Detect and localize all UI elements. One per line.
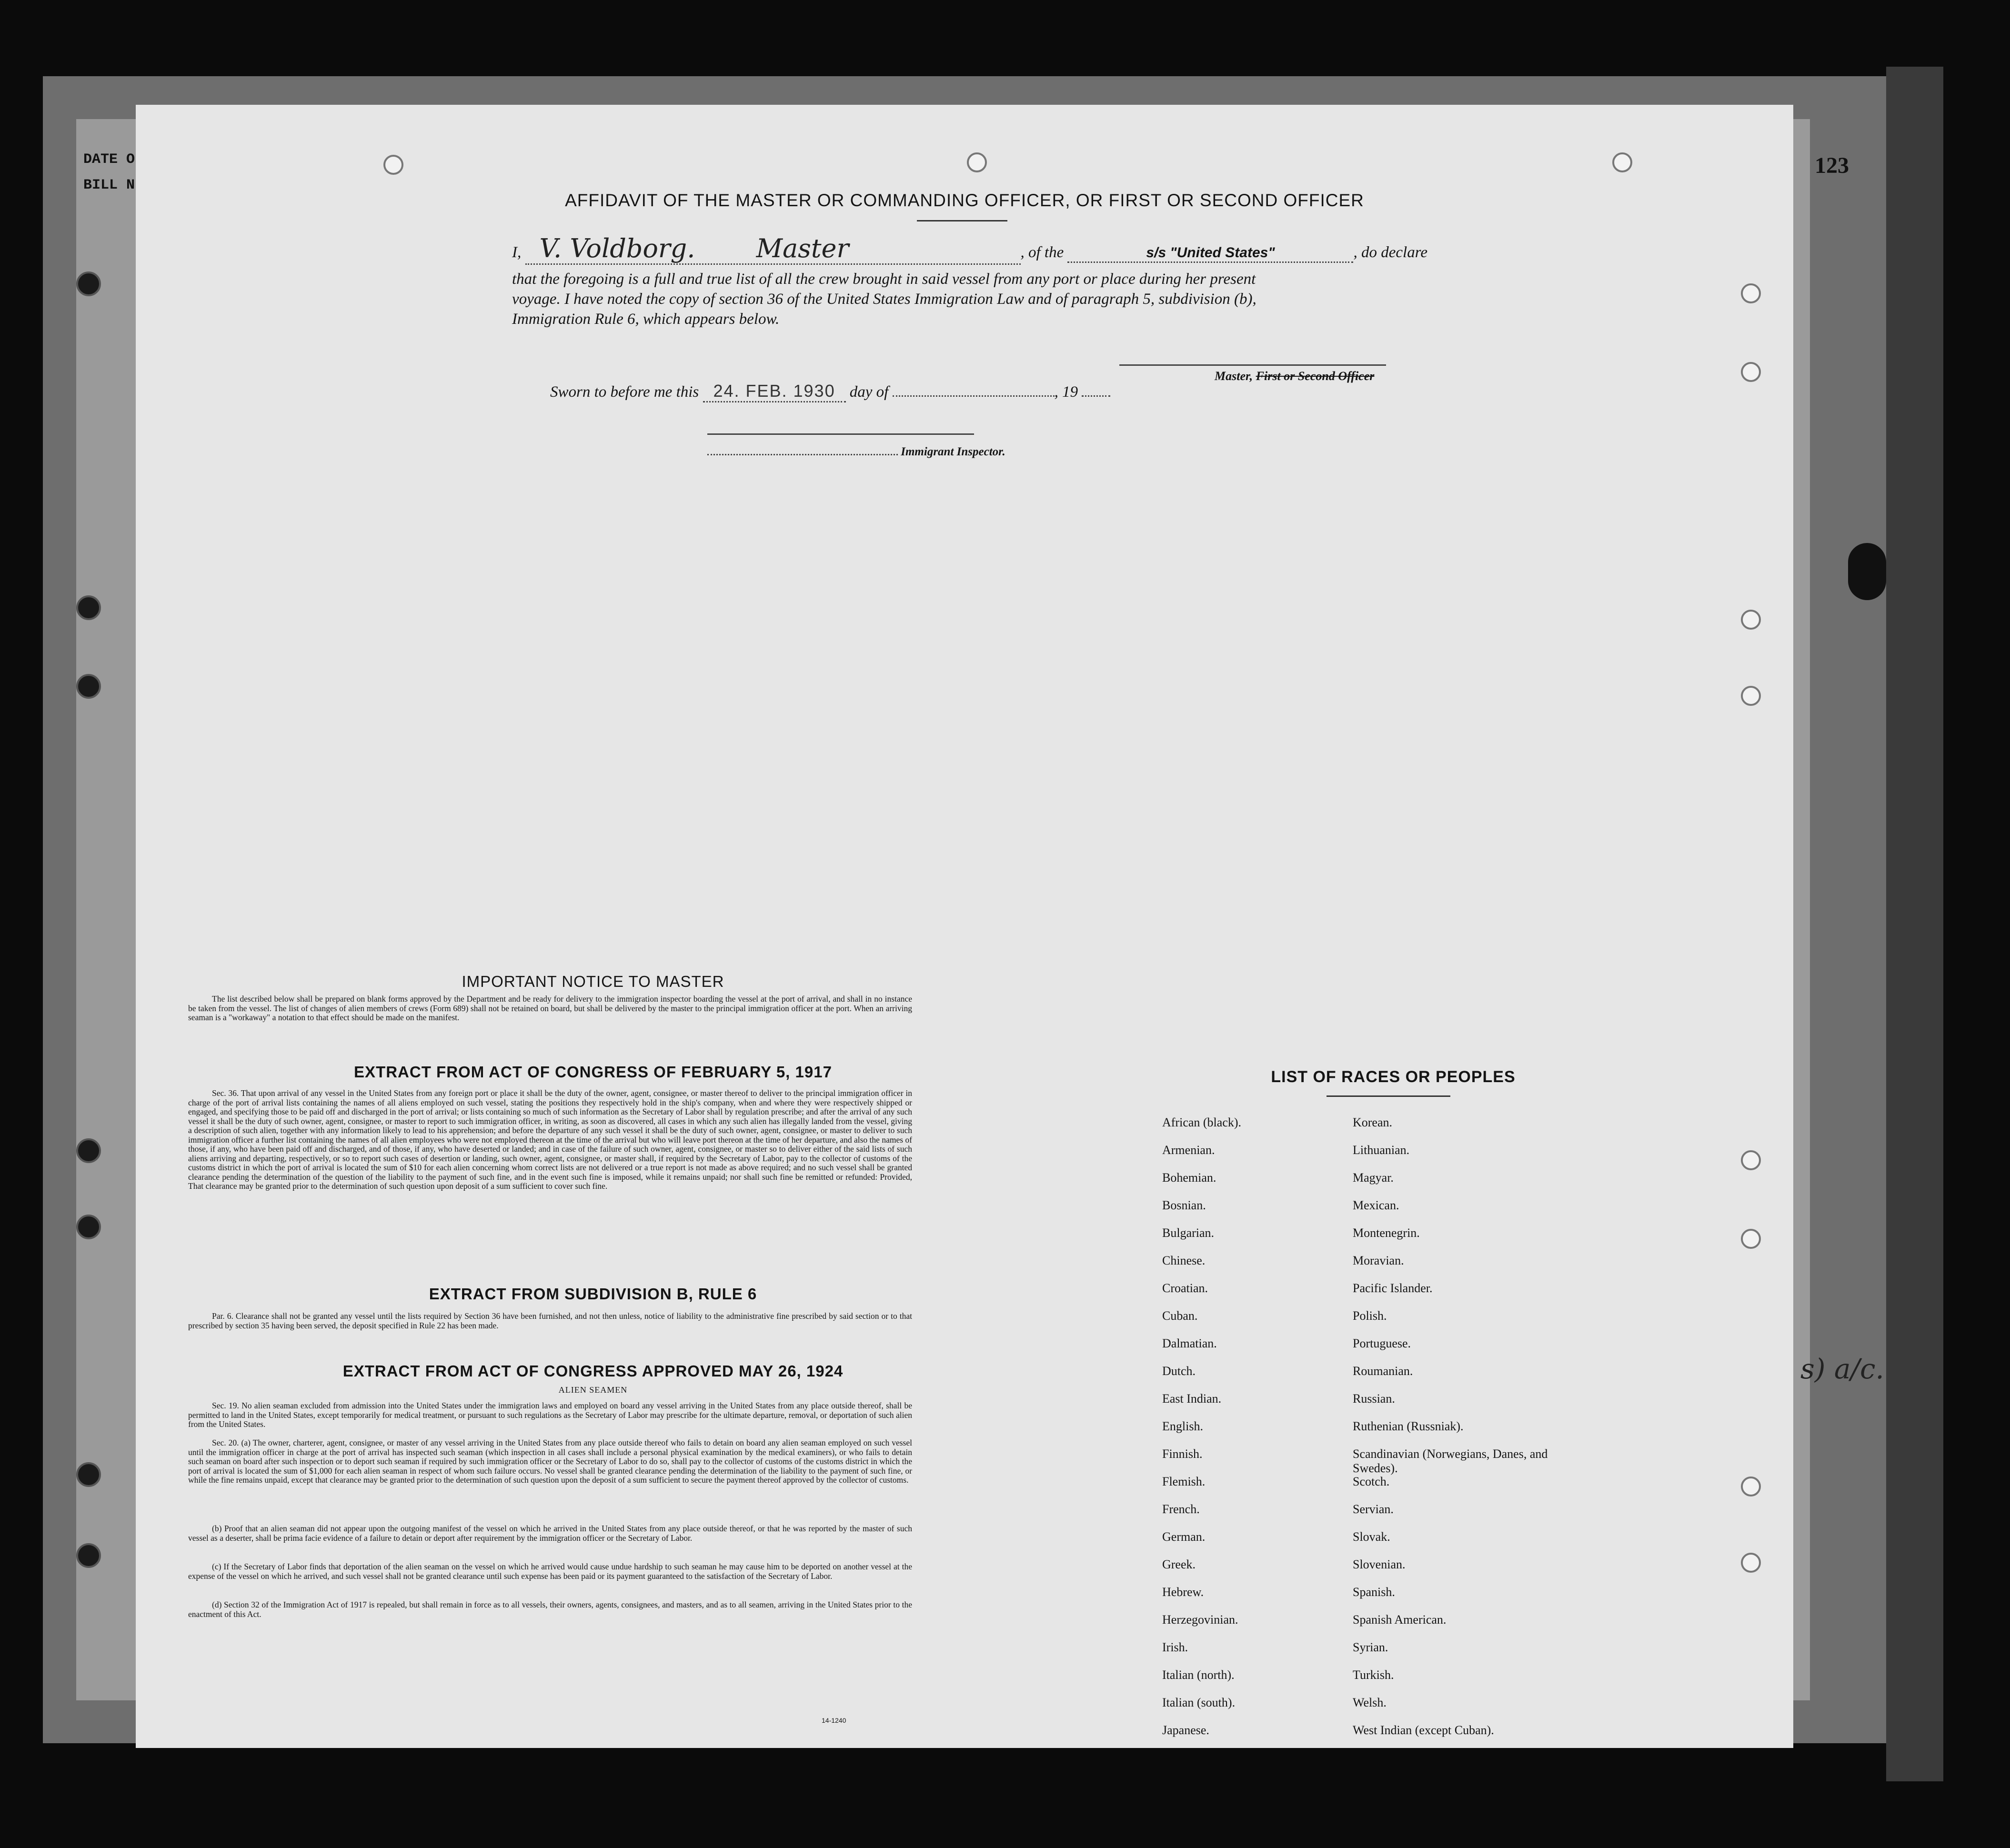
punch-hole-icon <box>1741 686 1761 706</box>
race-item: Dalmatian. <box>1162 1336 1217 1350</box>
sworn-line <box>550 381 1110 402</box>
race-item: Montenegrin. <box>1353 1226 1420 1240</box>
race-item: Pacific Islander. <box>1353 1281 1433 1295</box>
binder-hole-icon <box>76 1543 101 1568</box>
race-item: Bosnian. <box>1162 1198 1206 1212</box>
race-item: African (black). <box>1162 1115 1242 1129</box>
binding-edge <box>1886 67 1943 1781</box>
day-of-text: day of <box>849 383 889 401</box>
race-item: Bulgarian. <box>1162 1226 1215 1240</box>
race-item: Ruthenian (Russniak). <box>1353 1419 1464 1433</box>
race-item: Magyar. <box>1353 1171 1394 1185</box>
binder-hole-icon <box>76 1462 101 1487</box>
notice-title: IMPORTANT NOTICE TO MASTER <box>462 973 724 990</box>
punch-hole-icon <box>1741 362 1761 382</box>
inspector-rule <box>707 433 974 435</box>
side-label-bill: BILL N <box>83 177 135 193</box>
race-item: German. <box>1162 1530 1206 1544</box>
year-text: , 19 <box>1054 383 1078 401</box>
declaration-intro: I, <box>512 244 522 261</box>
race-item: Turkish. <box>1353 1668 1394 1682</box>
binder-hole-icon <box>76 674 101 699</box>
punch-hole-icon <box>1741 1229 1761 1249</box>
extract-rule6-body: Par. 6. Clearance shall not be granted any vessel until the lists required by Section 36 have been furnished, and not then unless, notice of liability to the administrative fine prescribed by said section or to that prescribed by section 35 having been served, the deposit specified in Rule 22 has been made. <box>188 1311 912 1330</box>
extract-1924-sec20c: (c) If the Secretary of Labor finds that deportation of the alien seaman on the vessel on which he arrived would cause undue hardship to such seaman he may cause him to be deported on another vessel at the expense of the vessel on which he arrived, and such vessel shall not be granted clearance until such expense has been paid or its payment guaranteed to the satisfaction of the Secretary of Labor. <box>188 1562 912 1581</box>
race-item: Hebrew. <box>1162 1585 1204 1599</box>
race-item: Croatian. <box>1162 1281 1208 1295</box>
extract-1917-title: EXTRACT FROM ACT OF CONGRESS OF FEBRUARY 5, 1917 <box>354 1063 832 1081</box>
race-item: Korean. <box>1353 1115 1393 1129</box>
races-rule <box>1327 1095 1450 1097</box>
notice-body: The list described below shall be prepared on blank forms approved by the Department and be ready for delivery to the immigration inspector boarding the vessel at the port of arrival, and shall in no instance be taken from the vessel. The list of changes of alien members of crews (Form 689) shall not be retained on board, but shall be delivered by the master to the principal immigration officer at the port. When an arriving seaman is a "workaway" a notation to that effect should be made on the manifest. <box>188 994 912 1022</box>
punch-hole-icon <box>1741 1553 1761 1573</box>
punch-hole-icon <box>967 152 987 172</box>
race-item: Flemish. <box>1162 1475 1206 1488</box>
race-item: Mexican. <box>1353 1198 1399 1212</box>
of-the-text: , of the <box>1020 244 1064 261</box>
race-item: Spanish. <box>1353 1585 1395 1599</box>
margin-handwritten-note: s) a/c. <box>1800 1353 1884 1385</box>
title-rule <box>917 220 1007 221</box>
declaration-line-4: Immigration Rule 6, which appears below. <box>512 311 780 328</box>
vessel-field <box>1067 244 1353 263</box>
race-item: Italian (south). <box>1162 1696 1236 1709</box>
declaration-line-3: voyage. I have noted the copy of section 36 of the United States Immigration Law and of paragraph 5, subdivision (b), <box>512 291 1256 308</box>
race-item: Japanese. <box>1162 1723 1209 1737</box>
race-item: East Indian. <box>1162 1392 1222 1406</box>
race-item: Lithuanian. <box>1353 1143 1410 1157</box>
race-item: Polish. <box>1353 1309 1387 1323</box>
binder-hole-icon <box>76 271 101 296</box>
race-item: Scotch. <box>1353 1475 1390 1488</box>
race-item: Finnish. <box>1162 1447 1203 1461</box>
do-declare-text: , do declare <box>1353 244 1427 261</box>
extract-1924-sec19: Sec. 19. No alien seaman excluded from admission into the United States under the immigration laws and employed on board any vessel arriving in the United States from any place outside thereof, shall be permitted to land in the United States, except temporarily for medical treatment, or pursuant to such regulations as the Secretary of Labor may prescribe for the ultimate departure, removal, or deportation of such alien from the United States. <box>188 1401 912 1429</box>
page-number: 123 <box>1815 153 1849 178</box>
signer-role: Master <box>756 233 849 263</box>
binder-hole-icon <box>76 595 101 620</box>
punch-hole-icon <box>1741 1476 1761 1496</box>
races-list-left <box>1162 1115 1353 1751</box>
extract-1924-sec20a: Sec. 20. (a) The owner, charterer, agent, consignee, or master of any vessel arriving in the United States from any place outside thereof who fails to detain on board any alien seaman employed on such vessel until the immigration officer in charge at the port of arrival has inspected such seaman (which inspection in all cases shall include a personal physical examination by the medical examiners), or who fails to detain such seaman on board after such inspection or to deport such seaman if required by such immigration officer or the Secretary of Labor to do so, shall pay to the collector of customs of the customs district in which the port of arrival is located the sum of $1,000 for each alien seaman in respect of whom such failure occurs. No vessel shall be granted clearance pending the determination of the liability to the payment of such fine, or while the fine remains unpaid, except that clearance may be granted prior to the determination of such question upon the deposit of a sum sufficient to secure the payment thereof approved by the collector of customs. <box>188 1438 912 1485</box>
signature-rule <box>1119 364 1386 366</box>
affidavit-title: AFFIDAVIT OF THE MASTER OR COMMANDING OFFICER, OR FIRST OR SECOND OFFICER <box>565 191 1364 210</box>
race-item: Herzegovinian. <box>1162 1613 1238 1627</box>
declaration-line <box>512 233 1427 265</box>
race-item: Slovenian. <box>1353 1557 1406 1571</box>
extract-1924-sec20d: (d) Section 32 of the Immigration Act of 1917 is repealed, but shall remain in force as to all vessels, their owners, agents, consignees, and masters, and as to all seamen, arriving in the United States prior to the enactment of this Act. <box>188 1600 912 1619</box>
date-stamp: 24. FEB. 1930 <box>713 381 835 401</box>
race-item: Servian. <box>1353 1502 1394 1516</box>
race-item: Moravian. <box>1353 1254 1404 1267</box>
race-item: Italian (north). <box>1162 1668 1235 1682</box>
race-item: Armenian. <box>1162 1143 1215 1157</box>
race-item: English. <box>1162 1419 1203 1433</box>
extract-1924-sec20b: (b) Proof that an alien seaman did not appear upon the outgoing manifest of the vessel on which he arrived in the United States from any place outside thereof, or that he was reported by the master of such vessel as a deserter, shall be prima facie evidence of a failure to detain or deport after requirement by the immigration officer or the Secretary of Labor. <box>188 1524 912 1543</box>
race-item: Spanish American. <box>1353 1613 1447 1627</box>
extract-rule6-title: EXTRACT FROM SUBDIVISION B, RULE 6 <box>429 1285 757 1303</box>
binder-hole-icon <box>76 1138 101 1163</box>
struck-officer-label: First or Second Officer <box>1256 369 1375 383</box>
vessel-prefix: s/s <box>1146 245 1166 261</box>
declaration-line-2: that the foregoing is a full and true list of all the crew brought in said vessel from any port or place during her present <box>512 271 1256 288</box>
master-label: Master, <box>1215 369 1253 383</box>
side-label-date: DATE O <box>83 151 135 168</box>
race-item: Welsh. <box>1353 1696 1387 1709</box>
race-item: Scandinavian (Norwegians, Danes, and Swedes). <box>1353 1447 1548 1475</box>
race-item: Dutch. <box>1162 1364 1196 1378</box>
race-item: Cuban. <box>1162 1309 1198 1323</box>
binder-hole-icon <box>76 1215 101 1239</box>
race-item: Slovak. <box>1353 1530 1390 1544</box>
inspector-line <box>707 445 1005 459</box>
race-item: Syrian. <box>1353 1640 1388 1654</box>
inspector-label: Immigrant Inspector. <box>901 445 1005 458</box>
clip-mark <box>1848 543 1886 600</box>
signer-field <box>525 233 1021 265</box>
sworn-date-field <box>703 381 846 402</box>
extract-1924-subtitle: ALIEN SEAMEN <box>558 1385 628 1395</box>
race-item: West Indian (except Cuban). <box>1353 1723 1494 1737</box>
extract-1924-title: EXTRACT FROM ACT OF CONGRESS APPROVED MAY 26, 1924 <box>342 1362 844 1380</box>
inspector-field <box>707 454 898 455</box>
punch-hole-icon <box>1741 1150 1761 1170</box>
vessel-name: "United States" <box>1170 245 1275 261</box>
race-item: Russian. <box>1353 1392 1395 1406</box>
race-item: Irish. <box>1162 1640 1188 1654</box>
month-field <box>893 395 1055 397</box>
form-number: 14-1240 <box>822 1717 846 1724</box>
race-item: French. <box>1162 1502 1200 1516</box>
affidavit-sheet <box>136 105 1793 1748</box>
punch-hole-icon <box>1741 610 1761 630</box>
races-list-right <box>1353 1115 1553 1751</box>
race-item: Greek. <box>1162 1557 1196 1571</box>
race-item: Chinese. <box>1162 1254 1206 1267</box>
year-field <box>1082 395 1110 397</box>
race-item: Bohemian. <box>1162 1171 1216 1185</box>
extract-1917-body: Sec. 36. That upon arrival of any vessel in the United States from any foreign port or place it shall be the duty of the owner, agent, consignee, or master thereof to deliver to the principal immigration officer in charge of the port of arrival lists containing the names of all aliens employed on such vessel, stating the positions they respectively hold in the ship's company, when and where they were respectively shipped or engaged, and specifying those to be paid off and discharged in the port of arrival; or lists containing so much of such information as the Secretary of Labor shall by regulation prescribe; and after the arrival of any such vessel it shall be the duty of such owner, agent, consignee, or master to report to such immigration officer, in writing, as soon as discovered, all cases in which any such alien has illegally landed from the vessel, giving a description of such alien, together with any information likely to lead to his apprehension; and before the departure of any such vessel it shall be the duty of such owner, agent, consignee, or master to deliver to such immigration officer a further list containing the names of all alien employees who were not employed thereon at the time of the arrival but who will leave port thereon at the time of her departure, and also the names of those, if any, who have been paid off and discharged, and of those, if any, who have deserted or landed; and in case of the failure of such owner, agent, consignee, or master so to deliver either of the said lists of such aliens arriving and departing, respectively, or so to report such cases of desertion or landing, such owner, agent, consignee, or master shall, if required by the Secretary of Labor, pay to the collector of customs of the customs district in which the port of arrival is located the sum of $10 for each alien concerning whom correct lists are not delivered or a true report is not made as above required; and no such vessel shall be granted clearance pending the determination of the question of the liability to the payment of such fine, and in the event such fine is imposed, while it remains unpaid; nor shall such fine be remitted or refunded: Provided, That clearance may be granted prior to the determination of such question upon deposit of a sum sufficient to cover such fine. <box>188 1088 912 1191</box>
punch-hole-icon <box>1741 283 1761 303</box>
punch-hole-icon <box>383 155 403 175</box>
race-item: Portuguese. <box>1353 1336 1411 1350</box>
master-signature-label <box>1215 369 1374 383</box>
signer-name: V. Voldborg. <box>539 233 695 263</box>
sworn-text: Sworn to before me this <box>550 383 699 401</box>
punch-hole-icon <box>1612 152 1632 172</box>
races-title: LIST OF RACES OR PEOPLES <box>1271 1068 1516 1086</box>
race-item: Roumanian. <box>1353 1364 1413 1378</box>
